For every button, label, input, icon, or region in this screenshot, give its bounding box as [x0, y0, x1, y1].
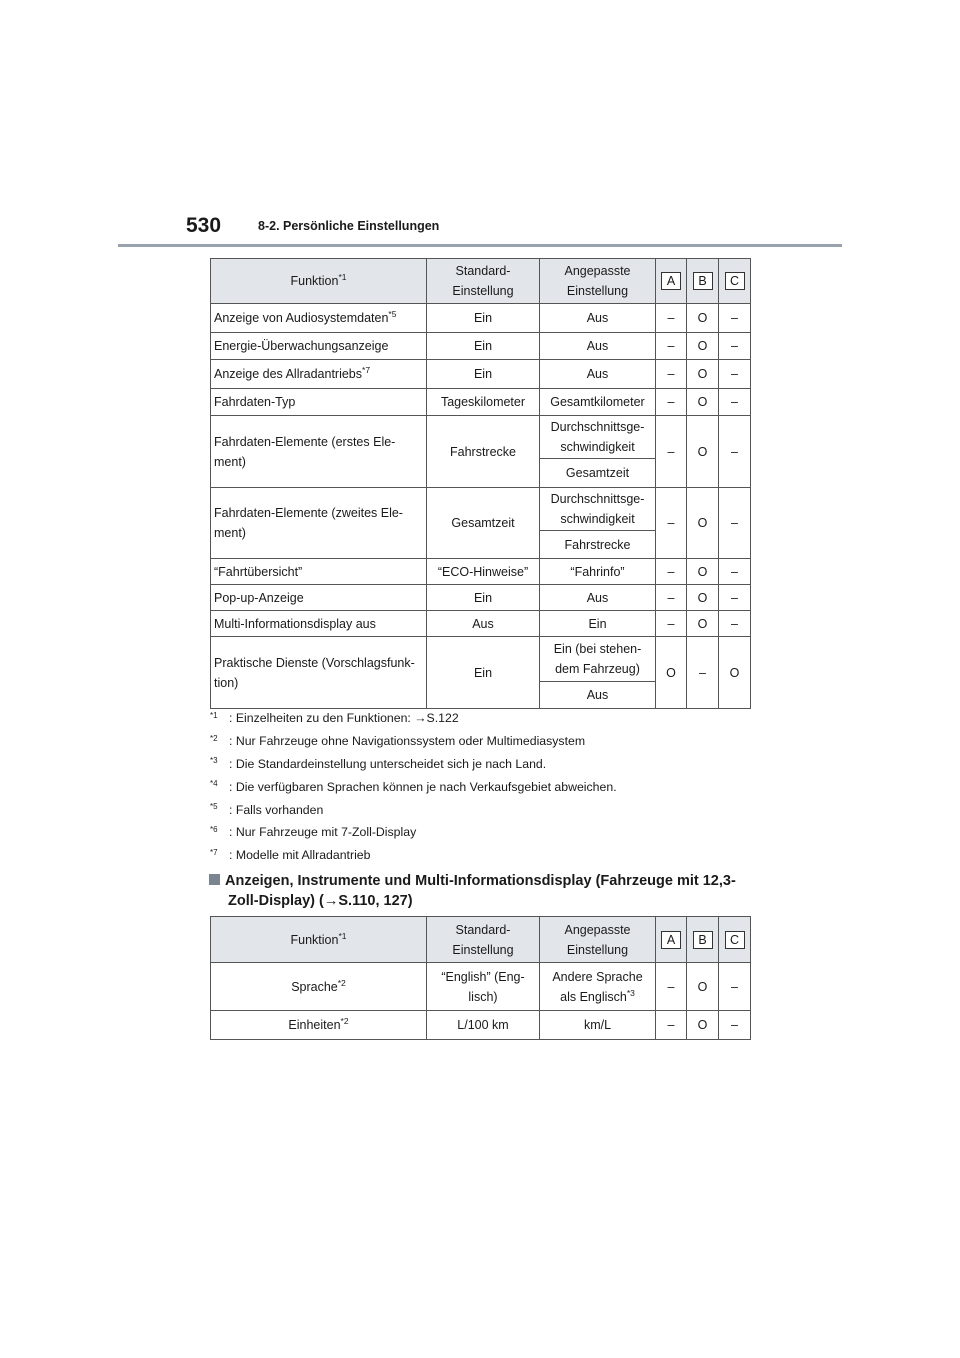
header-standard: Standard- Einstellung [427, 917, 540, 963]
footnote: $^{*3}$ : Die Standardeinstellung unterscheidet sich je nach Land. [210, 756, 547, 771]
table-row: Fahrdaten-Typ Tageskilometer Gesamtkilometer – O – [211, 389, 751, 416]
header-funktion: Funktion$^{*1}$ [211, 259, 427, 304]
table-row: Aus [211, 682, 751, 709]
table-row: Multi-Informationsdisplay aus Aus Ein – O – [211, 611, 751, 637]
header-angepasste: Angepasste Einstellung [540, 259, 656, 304]
table-row: Gesamtzeit [211, 459, 751, 488]
header-b [687, 259, 719, 304]
letter-c-box: C [725, 272, 745, 290]
table-row: Praktische Dienste (Vorschlagsfunk- tion) Ein Ein (bei stehen- dem Fahrzeug) O – O [211, 637, 751, 682]
table-row: Energie-Überwachungsanzeige Ein Aus – O – [211, 333, 751, 360]
footnote: $^{*5}$ : Falls vorhanden [210, 802, 324, 817]
letter-b-box: B [693, 931, 713, 949]
table-row: Anzeige des Allradantriebs$^{*7}$ Ein Aus – O – [211, 360, 751, 389]
section-title: 8-2. Persönliche Einstellungen [258, 219, 440, 233]
footnote: $^{*4}$ : Die verfügbaren Sprachen können je nach Verkaufsgebiet abweichen. [210, 779, 617, 794]
header-a [656, 917, 687, 963]
square-bullet-icon [209, 874, 220, 885]
header-b [687, 917, 719, 963]
settings-table-2 [210, 916, 751, 1040]
table-row: Einheiten$^{*2}$ L/100 km km/L – O – [211, 1011, 751, 1040]
footnotes [210, 707, 617, 867]
table-row: Anzeige von Audiosystemdaten$^{*5}$ Ein Aus – O – [211, 304, 751, 333]
page-number: 530 [186, 214, 222, 237]
table-row: Fahrdaten-Elemente (zweites Ele- ment) Gesamtzeit Durchschnittsge- schwindigkeit – O – [211, 488, 751, 531]
header-funktion: Funktion$^{*1}$ [211, 917, 427, 963]
footnote: $^{*2}$ : Nur Fahrzeuge ohne Navigationssystem oder Multimediasystem [210, 733, 586, 749]
settings-table-1 [210, 258, 751, 709]
table-row: “Fahrtübersicht” “ECO-Hinweise” “Fahrinfo” – O – [211, 559, 751, 585]
table-row: Sprache$^{*2}$ “English” (Eng- lisch) Andere Sprache als Englisch$^{*3}$ – O – [211, 963, 751, 1011]
letter-a-box: A [661, 931, 681, 949]
header-a [656, 259, 687, 304]
footnote: $^{*1}$ : Einzelheiten zu den Funktionen: →S.122 [210, 710, 459, 726]
header-standard: Standard- Einstellung [427, 259, 540, 304]
header-c [719, 259, 751, 304]
footnote: $^{*6}$ : Nur Fahrzeuge mit 7-Zoll-Display [210, 824, 417, 840]
letter-c-box: C [725, 931, 745, 949]
table-header-row [211, 917, 751, 963]
header-angepasste: Angepasste Einstellung [540, 917, 656, 963]
section-subheading: Anzeigen, Instrumente und Multi-Informationsdisplay (Fahrzeuge mit 12,3- Zoll-Display) (→S.110, 127) [209, 871, 769, 911]
header-c [719, 917, 751, 963]
table-row: Fahrdaten-Elemente (erstes Ele- ment) Fahrstrecke Durchschnittsge- schwindigkeit – O – [211, 416, 751, 459]
footnote: $^{*7}$ : Modelle mit Allradantrieb [210, 847, 371, 863]
table-row: Fahrstrecke [211, 531, 751, 559]
letter-b-box: B [693, 272, 713, 290]
header-divider [118, 244, 842, 247]
table-row: Pop-up-Anzeige Ein Aus – O – [211, 585, 751, 611]
letter-a-box: A [661, 272, 681, 290]
table-header-row [211, 259, 751, 304]
